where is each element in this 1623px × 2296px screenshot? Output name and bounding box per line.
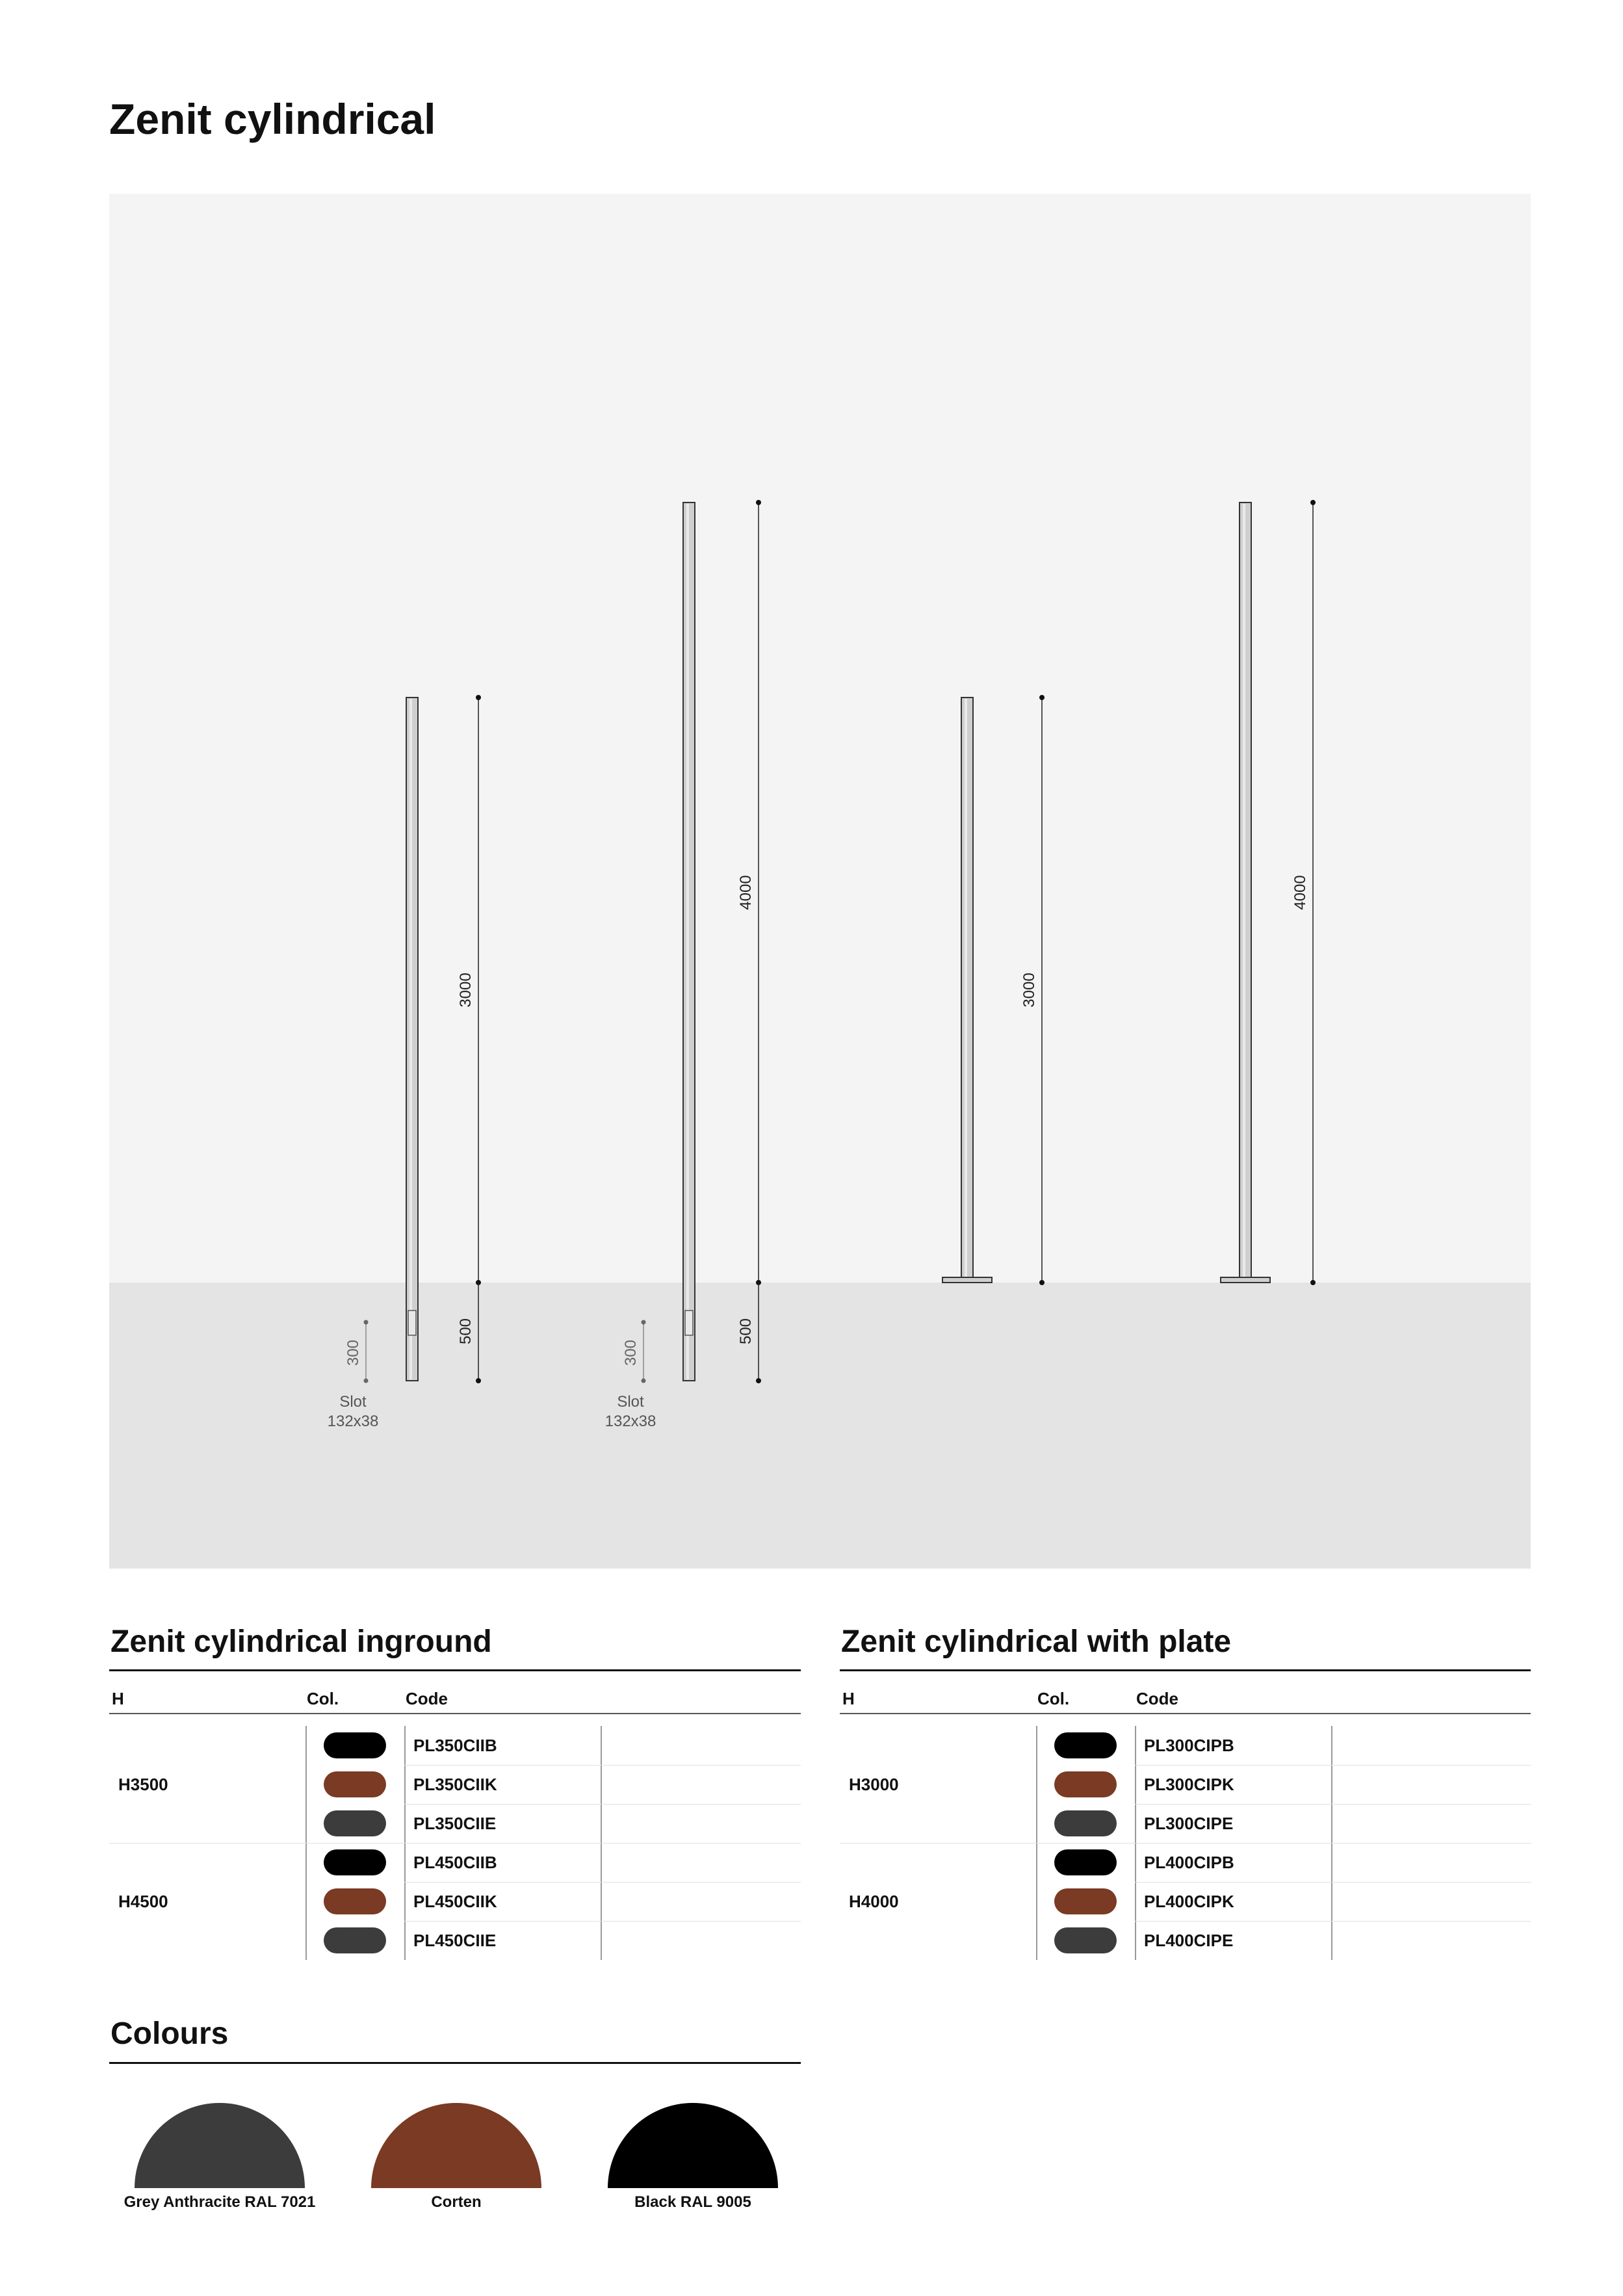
dimension-endpoint [476, 695, 481, 700]
table-row-separator [1135, 1882, 1531, 1883]
table-group-height: H3500 [118, 1775, 168, 1794]
colour-label-grey-anthracite: Grey Anthracite RAL 7021 [123, 2193, 316, 2211]
table-inground-title-rule [109, 1669, 801, 1671]
table-colour-swatch [1054, 1849, 1117, 1875]
dimension-endpoint [1310, 1280, 1316, 1285]
depth-dimension-label: 500 [737, 1318, 755, 1345]
table-with-plate-title: Zenit cylindrical with plate [841, 1624, 1232, 1659]
table-colour-swatch [324, 1849, 386, 1875]
dimension-endpoint [364, 1320, 369, 1325]
table-product-code: PL350CIIK [413, 1775, 497, 1794]
technical-drawing [109, 194, 1531, 1569]
table-product-code: PL450CIIE [413, 1931, 497, 1950]
dimension-endpoint [756, 500, 761, 505]
table-colour-swatch [1054, 1771, 1117, 1797]
table-inground-header-code: Code [406, 1689, 448, 1708]
table-group-height: H3000 [849, 1775, 899, 1794]
colours-title-rule [109, 2062, 801, 2064]
pole-slot [685, 1311, 693, 1335]
table-with-plate-title-rule [840, 1669, 1531, 1671]
dimension-endpoint [642, 1320, 646, 1325]
colour-label-black: Black RAL 9005 [634, 2193, 751, 2211]
table-colour-swatch [324, 1888, 386, 1914]
dimension-endpoint [756, 1378, 761, 1383]
table-product-code: PL400CIPK [1144, 1892, 1234, 1911]
dimension-endpoint [364, 1379, 369, 1383]
base-plate [1221, 1277, 1270, 1283]
dimension-endpoint [1310, 500, 1316, 505]
table-inground-header-rule [109, 1713, 801, 1714]
table-colour-swatch [1054, 1927, 1117, 1953]
colours-title: Colours [110, 2016, 229, 2051]
table-product-code: PL300CIPB [1144, 1736, 1234, 1755]
table-inground-header-h: H [112, 1689, 124, 1708]
depth-dimension-label: 500 [457, 1318, 474, 1345]
table-row-separator [109, 1843, 801, 1844]
table-colour-swatch [324, 1732, 386, 1758]
table-inground-header-col: Col. [307, 1689, 339, 1708]
table-colour-swatch [1054, 1810, 1117, 1836]
slot-size-label: 132x38 [604, 1413, 656, 1430]
table-inground-title: Zenit cylindrical inground [110, 1624, 492, 1659]
table-with-plate-header-h: H [842, 1689, 855, 1708]
table-row-separator [404, 1765, 801, 1766]
table-product-code: PL350CIIE [413, 1814, 497, 1833]
drawing-background-above-ground [109, 194, 1531, 1283]
table-product-code: PL400CIPE [1144, 1931, 1234, 1950]
table-colour-swatch [1054, 1732, 1117, 1758]
slot-height-label: 300 [344, 1339, 362, 1366]
dimension-endpoint [1039, 695, 1045, 700]
table-row-separator [404, 1921, 801, 1922]
table-group-height: H4500 [118, 1892, 168, 1911]
page-title: Zenit cylindrical [109, 95, 436, 143]
table-group-height: H4000 [849, 1892, 899, 1911]
table-row-separator [404, 1804, 801, 1805]
slot-label: Slot [617, 1393, 644, 1411]
table-with-plate-header-rule [840, 1713, 1531, 1714]
table-product-code: PL300CIPK [1144, 1775, 1234, 1794]
table-colour-swatch [324, 1771, 386, 1797]
table-product-code: PL350CIIB [413, 1736, 497, 1755]
dimension-endpoint [476, 1378, 481, 1383]
colour-swatch-corten [371, 2103, 541, 2188]
table-row-separator [1135, 1765, 1531, 1766]
table-with-plate-header-code: Code [1136, 1689, 1178, 1708]
colour-swatch-black [608, 2103, 778, 2188]
table-product-code: PL400CIPB [1144, 1853, 1234, 1872]
dimension-endpoint [1039, 1280, 1045, 1285]
table-row-separator [1135, 1921, 1531, 1922]
table-product-code: PL450CIIB [413, 1853, 497, 1872]
table-colour-swatch [324, 1927, 386, 1953]
colour-label-corten: Corten [431, 2193, 482, 2211]
height-dimension-label: 4000 [1292, 875, 1309, 910]
height-dimension-label: 3000 [457, 972, 474, 1008]
base-plate [942, 1277, 992, 1283]
height-dimension-label: 4000 [737, 875, 755, 910]
slot-label: Slot [339, 1393, 367, 1411]
drawing-ground [109, 1283, 1531, 1569]
table-colour-swatch [1054, 1888, 1117, 1914]
table-row-separator [404, 1882, 801, 1883]
table-product-code: PL300CIPE [1144, 1814, 1234, 1833]
table-colour-swatch [324, 1810, 386, 1836]
dimension-endpoint [642, 1379, 646, 1383]
table-row-separator [1135, 1804, 1531, 1805]
slot-height-label: 300 [622, 1339, 640, 1366]
table-with-plate-header-col: Col. [1037, 1689, 1070, 1708]
colour-swatch-grey-anthracite [135, 2103, 305, 2188]
pole-slot [408, 1311, 416, 1335]
table-product-code: PL450CIIK [413, 1892, 497, 1911]
slot-size-label: 132x38 [327, 1413, 379, 1430]
table-row-separator [840, 1843, 1531, 1844]
height-dimension-label: 3000 [1020, 972, 1038, 1008]
